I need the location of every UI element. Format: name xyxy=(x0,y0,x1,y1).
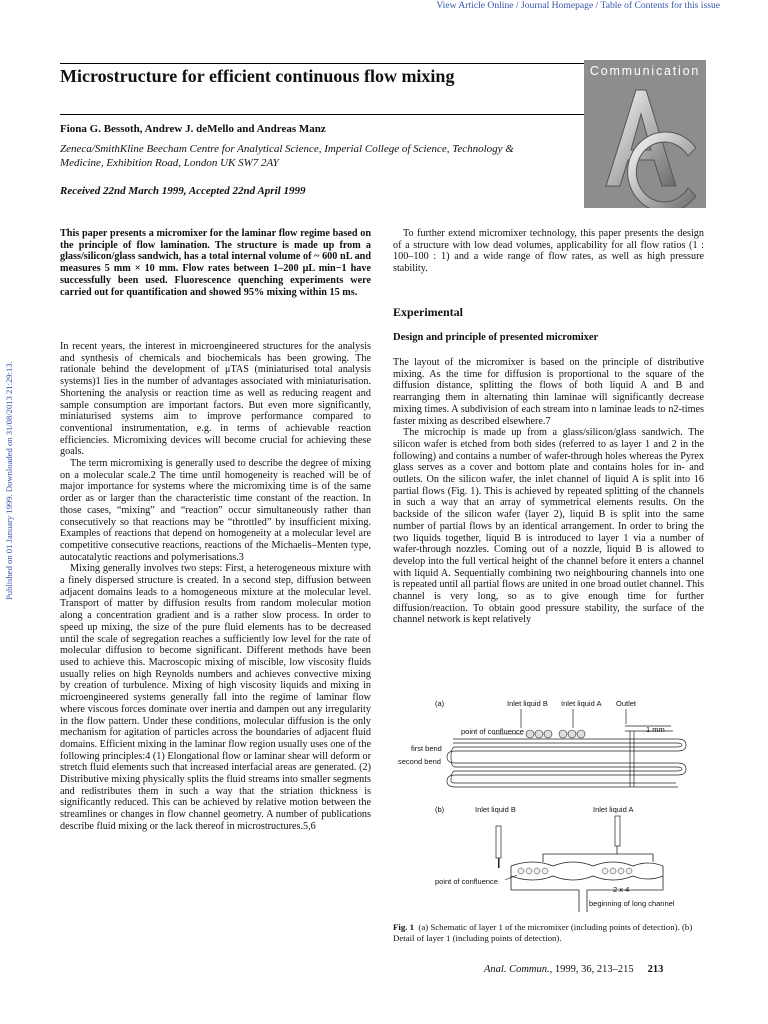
inlet-b-label: Inlet liquid B xyxy=(507,699,548,708)
panel-b-label: (b) xyxy=(435,805,445,814)
section-heading: Experimental xyxy=(393,305,463,319)
serpentine-channel xyxy=(447,709,686,787)
abstract xyxy=(60,228,371,298)
view-article-online-link[interactable]: View Article Online xyxy=(436,0,514,11)
left-column xyxy=(60,341,371,833)
communication-logo xyxy=(584,60,706,208)
figure-1 xyxy=(393,694,704,916)
article-title: Microstructure for efficient continuous flow mixing xyxy=(60,66,455,86)
author-rule xyxy=(60,114,585,115)
authors: Fiona G. Bessoth, Andrew J. deMello and Andreas Manz xyxy=(60,123,326,135)
inlet-a-channel xyxy=(615,816,620,846)
two-by-four-label: 2 x 4 xyxy=(613,885,630,894)
ac-monogram-icon xyxy=(584,78,706,208)
second-bend-label: second bend xyxy=(398,757,441,766)
panel-a-label: (a) xyxy=(435,699,445,708)
subsection-heading: Design and principle of presented micromixer xyxy=(393,332,599,343)
top-navigation xyxy=(436,0,720,11)
body-paragraph: Mixing generally involves two steps: First, a heterogeneous mixture with a finely dispersed structure is created. In a second step, diffusion between adjacent domains leads to a homogeneous mixture at the molecular level. Transport of matter by diffusion results from random molecular motion along a concentration gradient and is a rather slow process. In order to speed up mixing, the size of the pure fluid elements has to be decreased until the scale of segregation reaches a sufficiently low level for the rate of molecular diffusion to become significant. Different methods have been used to achieve this. Macroscopic mixing of miscible, low viscosity fluids usually relies on high Reynolds numbers and achieves convective mixing by creation of turbulence. Mixing of high viscosity liquids and mixing in microengineered systems generally fall into the regime of laminar flow where viscous forces dominate over inertia and dampen out any irregularity in the flow pattern. Under these conditions, molecular diffusion is the only mechanism for agitation of particles across the boundaries of adjacent fluid domains. Efficient mixing in the laminar flow region usually uses one of the following principles:4 (1) Elongational flow or laminar shear will deform or stretch fluid elements such that increased interfacial areas are generated. (2) Distributive mixing physically splits the fluid streams into smaller segments and redistributes them in such a way that the striation thickness is significantly reduced. This can be achieved by relative motion between the streamlines or changes in flow channel geometry. A number of publications describe fluid mixing or the lack thereof in microstructures.5,6 xyxy=(60,563,371,832)
body-paragraph: In recent years, the interest in microengineered structures for the analysis and synthesis of chemicals and biochemicals has been growing. The rationale behind the development of μTAS (miniaturised total analysis systems)1 lies in the number of advantages associated with miniaturisation. Shortening the analysis or reaction time as well as reducing reagent and sample consumption are important factors. But even more significantly, miniaturised systems aim to improve performance compared to conventional instrumentation, e.g. in terms of achievable reaction efficiencies. Micromixing devices will become crucial for achieving these goals. xyxy=(60,341,371,458)
confluence2-label: point of confluence xyxy=(435,877,498,886)
abstract-text: This paper presents a micromixer for the laminar flow regime based on the principle of flow lamination. The structure is made up from a glass/silicon/glass sandwich, has a total internal volume of ~ 600 nL and measures 5 mm × 10 mm. Flow rates between 1–200 μL min−1 have successfully been used. Fluorescence quenching experiments were carried out for quantification and showed 95% mixing within 15 ms. xyxy=(60,228,371,298)
logo-word: Communication xyxy=(589,64,701,78)
body-paragraph: The layout of the micromixer is based on the principle of distributive mixing. As the time for diffusion is proportional to the square of the diffusion distance, splitting the flows of both liquid A and B and rearranging them in alternating thin laminae will significantly decrease mixing times. A subdivision of each stream into n laminae leads to n2-times faster mixing as described elsewhere.7 xyxy=(393,357,704,427)
header-rule xyxy=(60,63,585,64)
micromixer-schematic xyxy=(393,694,704,916)
figure-caption-text: (a) Schematic of layer 1 of the micromixer (including points of detection). (b) Detail of layer 1 (including points of detection). xyxy=(393,922,693,943)
figure-caption-label: Fig. 1 xyxy=(393,922,415,932)
inlet-a2-label: Inlet liquid A xyxy=(593,805,634,814)
inlet-b2-label: Inlet liquid B xyxy=(475,805,516,814)
nav-separator: / xyxy=(513,0,521,11)
first-bend-label: first bend xyxy=(411,744,442,753)
inlet-b-channel xyxy=(496,826,501,858)
figure-caption xyxy=(393,922,704,944)
body-paragraph: To further extend micromixer technology, this paper presents the design of a structure with low dead volumes, applicability for all flow ratios (1 : 100–100 : 1) and a wide range of flow rates, as well as high pressure stability. xyxy=(393,228,704,275)
confluence-elements xyxy=(518,868,632,874)
body-paragraph: The microchip is made up from a glass/silicon/glass sandwich. The silicon wafer is etched from both sides (referred to as layer 1 and 2 in the following) and contains a number of wafer-through holes whereas the Pyrex glass serves as a cover and bottom plate and contains holes for in- and outlets. On the silicon wafer, the inlet channel of liquid A is split into 16 partial flows (Fig. 1). This is achieved by repeated splitting of the channels in such a way that an array of symmetrical elements results. On the backside of the silicon wafer (layer 2), liquid B is split into the same number of partial flows by an identical arrangement. In order to bring the two liquids together, liquid B is introduced to layer 1 via a number of wafer-through nozzles. Coming out of a nozzle, liquid B is allowed to develop into the full vertical height of the channel before it enters a channel with liquid A. Sequentially combining two neighbouring channels into one is repeated until all partial flows are united in one broad outlet channel. This channel is very long, so as to give enough time for further diffusion/reaction. To obtain good pressure stability, the surface of the channel network is kept relatively xyxy=(393,427,705,626)
scale-label: 1 mm xyxy=(646,725,665,734)
side-download-text: Published on 01 January 1999. Downloaded on 31/08/2013 21:29:13. xyxy=(4,361,14,600)
nav-separator: / xyxy=(593,0,601,11)
mixing-elements xyxy=(526,730,585,738)
inlet-b-nozzle xyxy=(498,858,500,868)
received-dates: Received 22nd March 1999, Accepted 22nd April 1999 xyxy=(60,185,306,197)
body-paragraph: The term micromixing is generally used to describe the degree of mixing on a molecular scale.2 The time until homogeneity is reached will be of major importance for systems where the micromixing time is of the same order as or larger than the characteristic time constant of the reaction. In those cases, “mixing” and “reaction” occur simultaneously rather than consecutively so that reactions may be “throttled” by insufficient mixing. Examples of reactions that depend on homogeneity at a molecular level are competitive consecutive reactions, reactions of the Michaelis–Menten type, autocatalytic reactions and polymerisations.3 xyxy=(60,458,371,563)
long-channel-label: beginning of long channel xyxy=(589,899,675,908)
citation: , 1999, 36, 213–215 xyxy=(549,964,634,975)
side-download-note xyxy=(4,300,16,600)
outlet-label: Outlet xyxy=(616,699,637,708)
page-number: 213 xyxy=(647,964,664,975)
inlet-a-label: Inlet liquid A xyxy=(561,699,602,708)
right-column-intro xyxy=(393,228,704,275)
table-of-contents-link[interactable]: Table of Contents for this issue xyxy=(600,0,720,11)
page-footer xyxy=(484,964,663,975)
right-column xyxy=(393,357,704,626)
journal-homepage-link[interactable]: Journal Homepage xyxy=(521,0,594,11)
confluence-label: point of confluence xyxy=(461,727,524,736)
affiliation: Zeneca/SmithKline Beecham Centre for Analytical Science, Imperial College of Science, Technology & Medicine, Exhibition Road, London UK SW7 2AY xyxy=(60,143,514,170)
journal-name: Anal. Commun. xyxy=(484,964,550,975)
